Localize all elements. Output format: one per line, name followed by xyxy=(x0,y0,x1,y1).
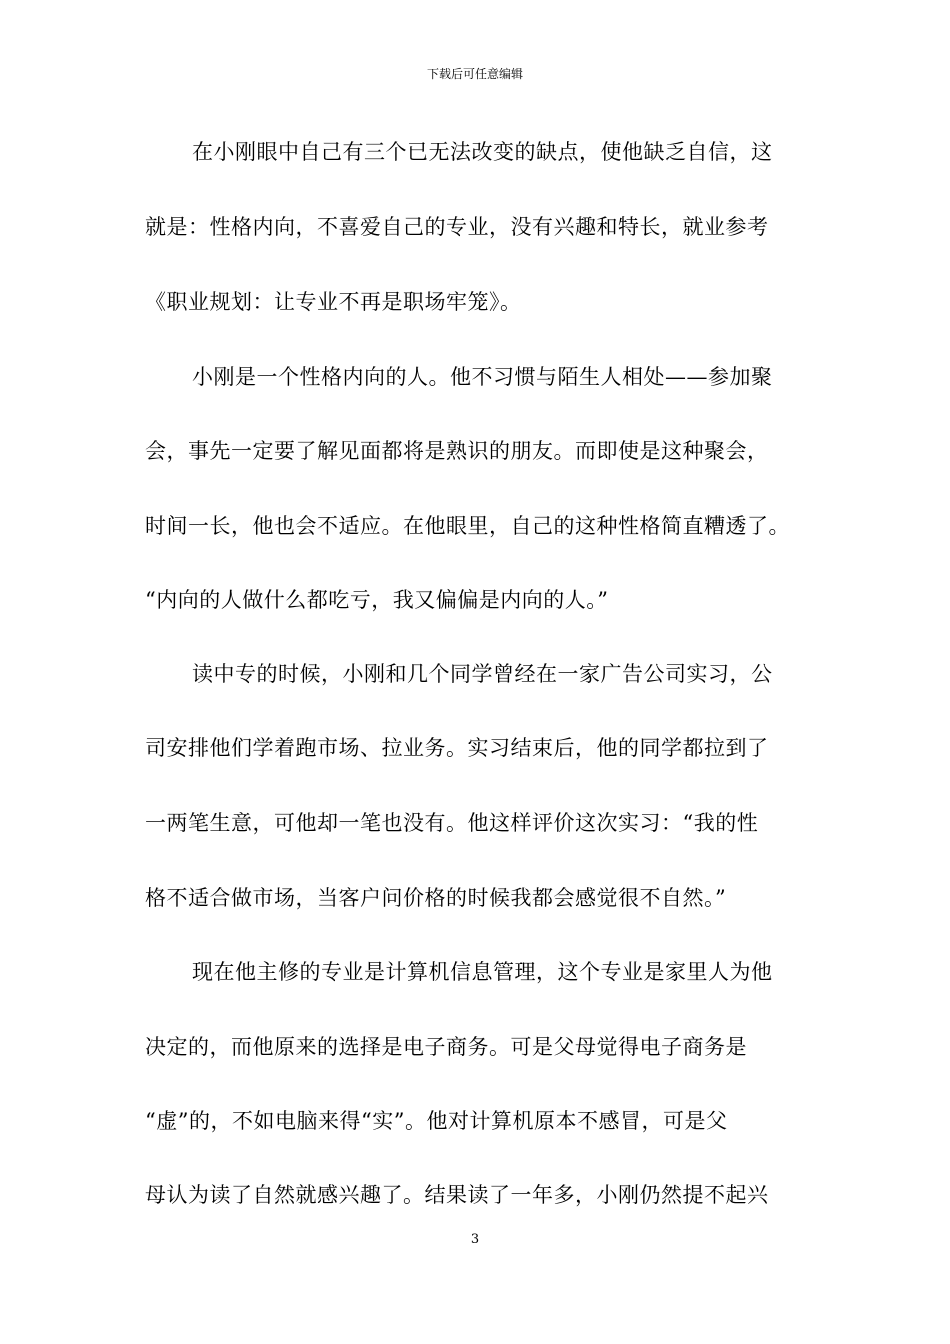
text-line: 《职业规划：让专业不再是职场牢笼》。 xyxy=(145,290,522,314)
page-number: 3 xyxy=(470,1232,480,1247)
text-line: 司安排他们学着跑市场、拉业务。实习结束后，他的同学都拉到了 xyxy=(145,736,769,760)
text-line: 决定的，而他原来的选择是电子商务。可是父母觉得电子商务是 xyxy=(145,1035,747,1059)
text-line: 母认为读了自然就感兴趣了。结果读了一年多，小刚仍然提不起兴 xyxy=(145,1183,769,1207)
text-line: 时间一长，他也会不适应。在他眼里，自己的这种性格简直糟透了。 xyxy=(145,514,790,538)
text-line: 格不适合做市场，当客户问价格的时候我都会感觉很不自然。” xyxy=(145,886,727,910)
text-line: 小刚是一个性格内向的人。他不习惯与陌生人相处——参加聚 xyxy=(192,365,773,389)
page-header: 下载后可任意编辑 xyxy=(426,67,523,81)
text-line: 会，事先一定要了解见面都将是熟识的朋友。而即使是这种聚会， xyxy=(145,439,769,463)
text-line: “虚”的，不如电脑来得“实”。他对计算机原本不感冒，可是父 xyxy=(145,1109,728,1133)
text-line: “内向的人做什么都吃亏，我又偏偏是内向的人。” xyxy=(145,588,609,612)
text-line: 在小刚眼中自己有三个已无法改变的缺点，使他缺乏自信，这 xyxy=(192,140,773,164)
text-line: 读中专的时候，小刚和几个同学曾经在一家广告公司实习，公 xyxy=(192,662,773,686)
text-line: 一两笔生意，可他却一笔也没有。他这样评价这次实习：“我的性 xyxy=(145,811,759,835)
text-line: 就是：性格内向，不喜爱自己的专业，没有兴趣和特长，就业参考 xyxy=(145,215,769,239)
text-line: 现在他主修的专业是计算机信息管理，这个专业是家里人为他 xyxy=(192,960,773,984)
